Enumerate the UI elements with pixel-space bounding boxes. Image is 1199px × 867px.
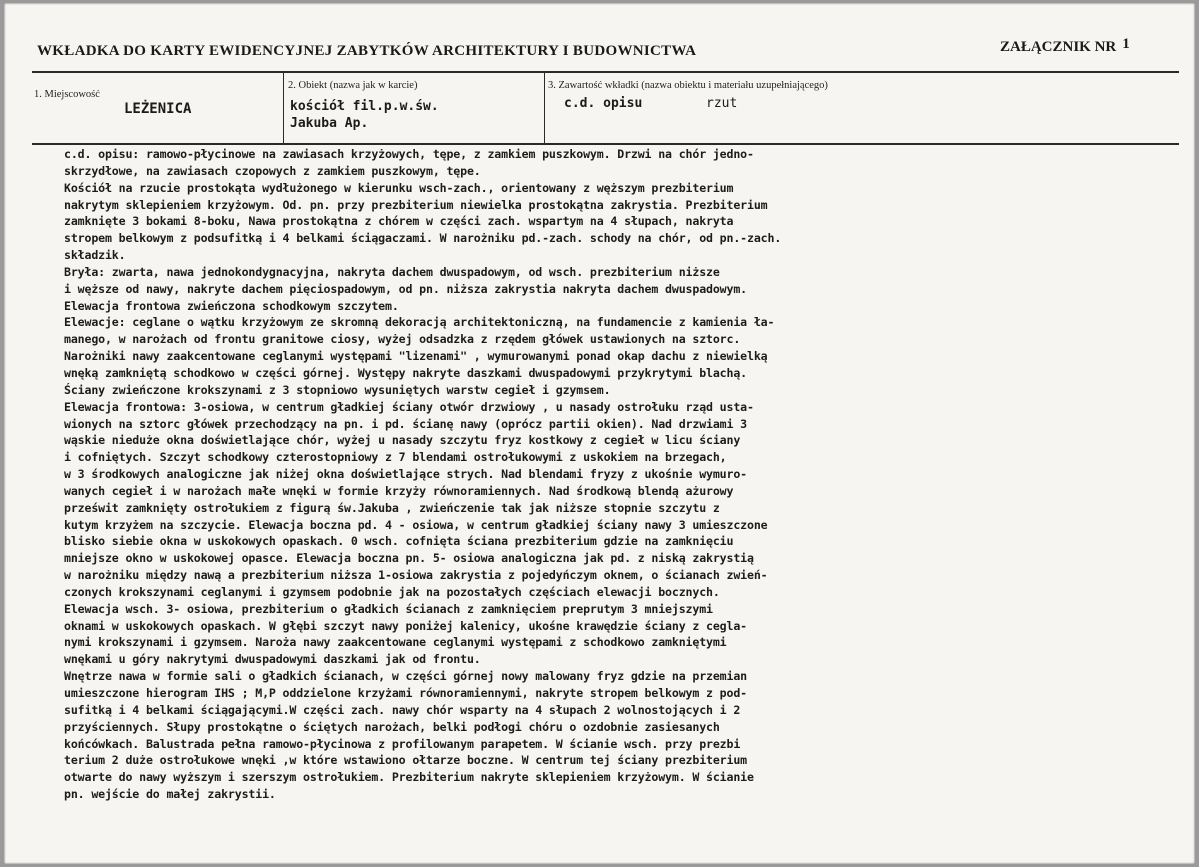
header-rule-bottom xyxy=(32,143,1179,145)
description-line: Bryła: zwarta, nawa jednokondygnacyjna, nakryta dachem dwuspadowym, od wsch. prezbiterium niższe xyxy=(64,264,720,279)
description-line: sufitką i 4 belkami ściągającymi.W części zach. nawy chór wsparty na 4 słupach 2 wolnostojących i 2 xyxy=(64,702,741,717)
header-rule-top xyxy=(32,71,1179,73)
contents-value: c.d. opisu xyxy=(564,96,643,111)
description-line: Ściany zwieńczone krokszynami z 3 stopniowo wysuniętych warstw cegieł i gzymsem. xyxy=(64,382,611,397)
description-line: c.d. opisu: ramowo-płycinowe na zawiasach krzyżowych, tępe, z zamkiem puszkowym. Drzwi na chór jedno- xyxy=(64,147,754,161)
description-line: blisko siebie okna w uskokowych opaskach. 0 wsch. cofnięta ściana prezbiterium gdzie na zamknięciu xyxy=(64,534,734,549)
description-line: kutym krzyżem na szczycie. Elewacja boczna pd. 4 - osiowa, w centrum gładkiej ściany nawy 3 umieszczone xyxy=(64,517,768,532)
description-line: Elewacje: ceglane o wątku krzyżowym ze skromną dekoracją architektoniczną, na fundamencie z kamienia ła- xyxy=(64,315,775,330)
description-line: wnękami u góry nakrytymi dwuspadowymi daszkami jak od frontu. xyxy=(64,652,481,667)
description-line: składzik. xyxy=(64,248,126,263)
description-line: Elewacja frontowa: 3-osiowa, w centrum gładkiej ściany otwór drzwiowy , u nasady ostrołuku rząd usta- xyxy=(64,399,754,414)
description-line: nymi krokszynami i gzymsem. Naroża nawy zaakcentowane ceglanymi występami z schodkowo zamkniętymi xyxy=(64,635,727,650)
description-line: końcówkach. Balustrada pełna ramowo-płycinowa z profilowanym parapetem. W ścianie wsch. przy prezbi xyxy=(64,736,741,751)
description-line: wionych na sztorc główek przechodzący na pn. i pd. ścianę nawy (oprócz partii okien). Nad drzwiami 3 xyxy=(64,416,748,431)
description-line: czonych krokszynami ceglanymi i gzymsem podobnie jak na pozostałych częściach elewacji bocznych. xyxy=(64,584,720,599)
description-line: stropem belkowym z podsufitką i 4 belkami ściągaczami. W narożniku pd.-zach. schody na chór, od pn.-zach. xyxy=(64,231,782,246)
description-line: otwarte do nawy wyższym i szerszym ostrołukiem. Prezbiterium nakryte sklepieniem krzyżowym. W ścianie xyxy=(64,770,754,785)
description-line: Narożniki nawy zaakcentowane ceglanymi występami "lizenami" , wymurowanymi ponad okap dachu z niewielką xyxy=(64,349,768,364)
description-line: w 3 środkowych analogiczne jak niżej okna doświetlające strych. Nad blendami fryzy z ukośnie wymuro- xyxy=(64,467,748,482)
attachment-number-value: 1 xyxy=(1122,36,1130,52)
contents-label: 3. Zawartość wkładki (nazwa obiektu i materiału uzupełniającego) xyxy=(548,80,828,91)
description-line: skrzydłowe, na zawiasach czopowych z zamkiem puszkowym, tępe. xyxy=(64,163,481,178)
description-line: manego, w narożach od frontu granitowe ciosy, wyżej odsadzka z rzędem główek ustawionych na sztorc. xyxy=(64,332,741,347)
description-line: Wnętrze nawa w formie sali o gładkich ścianach, w części górnej nowy malowany fryz gdzie na przemian xyxy=(64,669,748,684)
description-text xyxy=(64,146,1139,803)
object-label: 2. Obiekt (nazwa jak w karcie) xyxy=(288,80,418,91)
attachment-label: ZAŁĄCZNIK NR xyxy=(1000,39,1117,55)
description-line: nakrytym sklepieniem krzyżowym. Od. pn. przy prezbiterium niewielka prostokątna zakrystia. Prezbiterium xyxy=(64,197,768,212)
contents-value-extra: rzut xyxy=(706,96,738,111)
field-divider-2 xyxy=(544,73,545,143)
description-line: wąskie nieduże okna doświetlające chór, wyżej u nasady szczytu fryz kostkowy z cegieł w licu ściany xyxy=(64,433,741,448)
description-line: zamknięte 3 bokami 8-boku, Nawa prostokątna z chórem w części zach. wspartym na 4 słupach, nakryta xyxy=(64,214,734,229)
description-line: i cofniętych. Szczyt schodkowy czterostopniowy z 7 blendami ostrołukowymi z uskokiem na brzegach, xyxy=(64,450,727,465)
description-line: w narożniku między nawą a prezbiterium niższa 1-osiowa zakrystia z pojedyńczym oknem, o ścianach zwień- xyxy=(64,568,768,583)
locality-value: LEŻENICA xyxy=(124,101,192,117)
index-card xyxy=(4,3,1195,864)
description-line: Elewacja frontowa zwieńczona schodkowym szczytem. xyxy=(64,298,399,313)
object-value-line2: Jakuba Ap. xyxy=(290,116,369,131)
field-divider-1 xyxy=(283,73,284,143)
locality-label: 1. Miejscowość xyxy=(34,89,100,100)
description-line: i węższe od nawy, nakryte dachem pięciospadowym, od pn. niższa zakrystia nakryta dachem dwuspadowym. xyxy=(64,281,748,296)
description-line: wanych cegieł i w narożach małe wnęki w formie krzyży równoramiennych. Nad środkową blendą ażurowy xyxy=(64,483,734,498)
description-line: umieszczone hierogram IHS ; M,P oddzielone krzyżami równoramiennymi, nakryte stropem belkowym z pod- xyxy=(64,686,748,700)
object-value-line1: kościół fil.p.w.św. xyxy=(290,99,439,114)
description-line: wnęką zamkniętą schodkowo w części górnej. Występy nakryte daszkami dwuspadowymi przykrytymi blachą. xyxy=(64,365,748,380)
card-title: WKŁADKA DO KARTY EWIDENCYJNEJ ZABYTKÓW ARCHITEKTURY I BUDOWNICTWA xyxy=(37,43,697,59)
description-line: przyściennych. Słupy prostokątne o ściętych narożach, belki podłogi chóru o ozdobnie zasiesanych xyxy=(64,719,720,734)
description-line: pn. wejście do małej zakrystii. xyxy=(64,787,276,802)
description-line: terium 2 duże ostrołukowe wnęki ,w które wstawiono ołtarze boczne. W centrum tej ściany prezbiterium xyxy=(64,753,748,768)
attachment-number xyxy=(1000,36,1130,56)
description-line: prześwit zamknięty ostrołukiem z figurą św.Jakuba , zwieńczenie tak jak niższe stopnie szczytu z xyxy=(64,500,720,515)
description-line: mniejsze okno w uskokowej opasce. Elewacja boczna pn. 5- osiowa analogiczna jak pd. z niską zakrystią xyxy=(64,551,754,566)
description-line: oknami w uskokowych opaskach. W głębi szczyt nawy poniżej kalenicy, ukośne krawędzie ściany z cegla- xyxy=(64,618,748,633)
description-line: Kościół na rzucie prostokąta wydłużonego w kierunku wsch-zach., orientowany z węższym prezbiterium xyxy=(64,180,734,195)
description-line: Elewacja wsch. 3- osiowa, prezbiterium o gładkich ścianach z zamknięciem preprutym 3 mniejszymi xyxy=(64,601,713,616)
